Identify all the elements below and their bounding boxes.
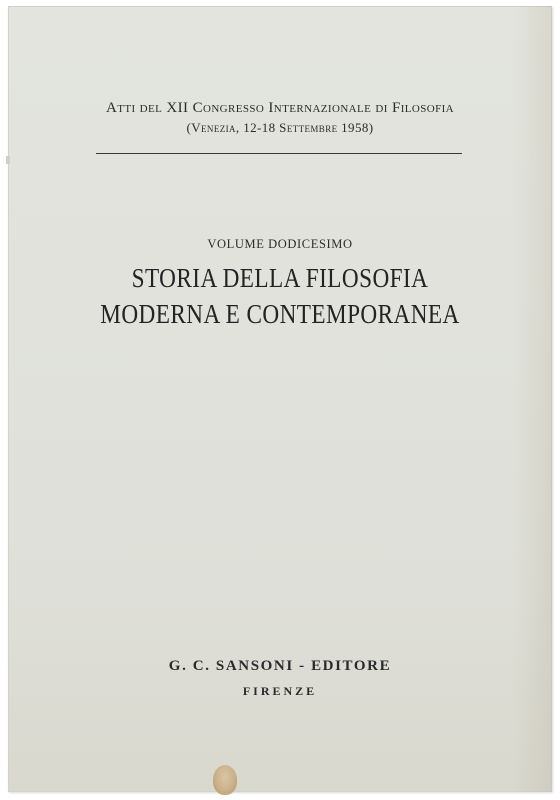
conference-dates: (Venezia, 12-18 Settembre 1958) bbox=[186, 120, 374, 135]
volume-label: VOLUME DODICESIMO bbox=[207, 237, 353, 251]
header-divider bbox=[96, 153, 462, 154]
book-title-line1: STORIA DELLA FILOSOFIA bbox=[131, 263, 429, 293]
publisher-name: G. C. SANSONI - EDITORE bbox=[168, 658, 392, 674]
conference-header bbox=[8, 98, 552, 137]
paper-stain bbox=[213, 765, 237, 795]
publisher-city: FIRENZE bbox=[242, 684, 318, 698]
book-title-line2: MODERNA E CONTEMPORANEA bbox=[100, 299, 460, 329]
book-cover bbox=[8, 6, 552, 792]
conference-title: Atti del XII Congresso Internazionale di Filosofia bbox=[105, 100, 455, 116]
book-title bbox=[46, 260, 514, 332]
edge-nick bbox=[6, 156, 10, 164]
